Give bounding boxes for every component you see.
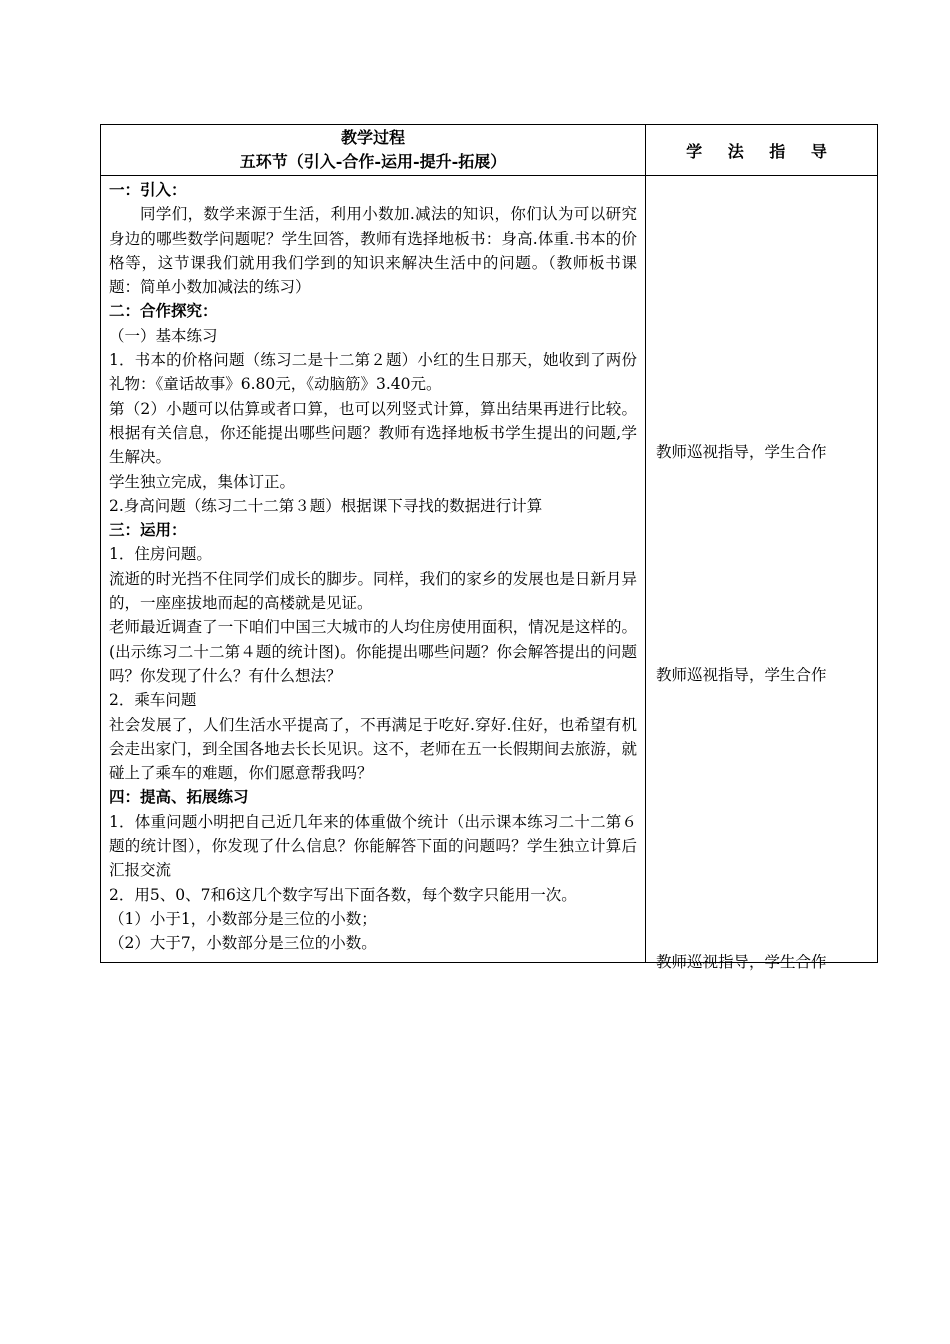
extend-paragraph-4: （2）大于7，小数部分是三位的小数。 bbox=[109, 934, 377, 953]
cooperate-subheading: （一）基本练习 bbox=[109, 326, 218, 345]
apply-paragraph-5: 社会发展了，人们生活水平提高了，不再满足于吃好.穿好.住好，也希望有机会走出家门，到全国各地去长长见识。这不，老师在五一长假期间去旅游，就碰上了乘车的难题，你们愿意帮我吗？ bbox=[109, 715, 637, 783]
section-heading-cooperate: 二：合作探究： bbox=[109, 301, 218, 321]
lesson-plan-table bbox=[100, 124, 878, 971]
process-subtitle: 五环节（引入-合作-运用-提升-拓展） bbox=[239, 152, 507, 171]
guide-header-cell: 学 法 指 导 bbox=[646, 125, 878, 176]
cooperate-paragraph-3: 学生独立完成，集体订正。 bbox=[109, 472, 296, 491]
guide-note-1: 教师巡视指导，学生合作 bbox=[656, 443, 827, 461]
apply-paragraph-1: 1．住房问题。 bbox=[109, 545, 212, 564]
table-header-row bbox=[101, 125, 878, 176]
section-heading-apply: 三：运用： bbox=[109, 520, 187, 540]
apply-paragraph-2: 流逝的时光挡不住同学们成长的脚步。同样，我们的家乡的发展也是日新月异的，一座座拔地而起的高楼就是见证。 bbox=[109, 569, 637, 613]
extend-paragraph-1: 1．体重问题小明把自己近几年来的体重做个统计（出示课本练习二十二第６题的统计图），你发现了什么信息？你能解答下面的问题吗？学生独立计算后汇报交流 bbox=[109, 812, 637, 880]
apply-paragraph-4: 2．乘车问题 bbox=[109, 691, 197, 710]
cooperate-paragraph-4: 2.身高问题（练习二十二第３题）根据课下寻找的数据进行计算 bbox=[109, 496, 543, 515]
guide-note-3: 教师巡视指导，学生合作 bbox=[656, 953, 827, 971]
guide-content-cell bbox=[646, 176, 878, 971]
extend-paragraph-2: 2．用5、0、7和6这几个数字写出下面各数，每个数字只能用一次。 bbox=[109, 885, 577, 904]
guide-note-2: 教师巡视指导，学生合作 bbox=[656, 666, 827, 684]
process-header-cell bbox=[101, 125, 646, 176]
section-heading-extend: 四：提高、拓展练习 bbox=[109, 787, 249, 807]
cooperate-paragraph-1: 1．书本的价格问题（练习二是十二第２题）小红的生日那天，她收到了两份礼物：《童话故事》6.80元，《动脑筋》3.40元。 bbox=[109, 351, 637, 394]
process-title: 教学过程 bbox=[340, 128, 405, 147]
section-heading-intro: 一：引入： bbox=[109, 180, 187, 199]
apply-paragraph-3: 老师最近调查了一下咱们中国三大城市的人均住房使用面积，情况是这样的。(出示练习二十二第４题的统计图)。你能提出哪些问题？你会解答提出的问题吗？你发现了什么？有什么想法？ bbox=[109, 618, 637, 685]
cooperate-paragraph-2: 第（2）小题可以估算或者口算，也可以列竖式计算，算出结果再进行比较。根据有关信息，你还能提出哪些问题？教师有选择地板书学生提出的问题,学生解决。 bbox=[109, 399, 637, 467]
process-content-cell bbox=[101, 176, 646, 963]
extend-paragraph-3: （1）小于1，小数部分是三位的小数； bbox=[109, 909, 377, 928]
table-body-row bbox=[101, 176, 878, 963]
intro-paragraph: 同学们，数学来源于生活，利用小数加.减法的知识，你们认为可以研究身边的哪些数学问题呢？学生回答，教师有选择地板书：身高.体重.书本的价格等，这节课我们就用我们学到的知识来解决生活中的问题。（教师板书课题：简单小数加减法的练习） bbox=[109, 205, 637, 297]
